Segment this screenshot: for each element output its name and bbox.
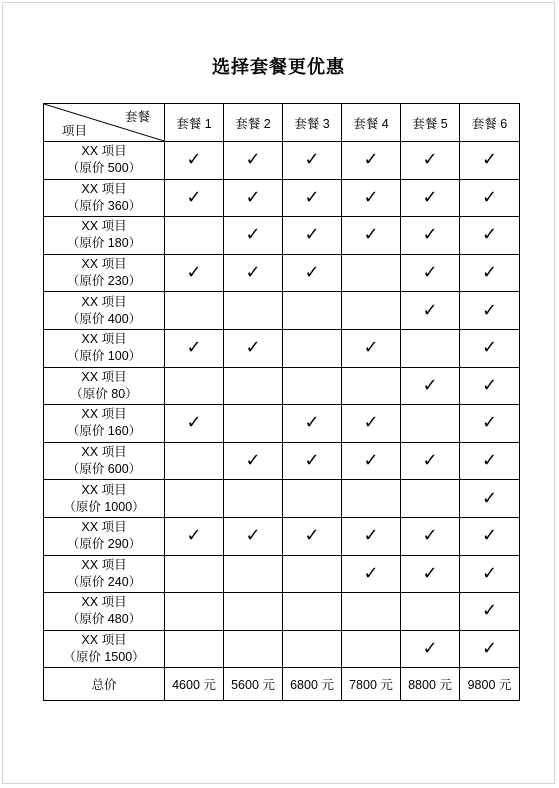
package-4-cell xyxy=(342,442,401,480)
check-icon: ✓ xyxy=(422,262,438,284)
check-icon: ✓ xyxy=(422,450,438,472)
check-icon: ✓ xyxy=(422,149,438,171)
package-1-cell xyxy=(165,442,224,480)
item-original-price: （原价 100） xyxy=(66,349,142,364)
total-price-1: 4600 元 xyxy=(165,668,224,701)
package-1-cell xyxy=(165,593,224,631)
check-icon: ✓ xyxy=(363,412,379,434)
package-2-cell xyxy=(224,593,283,631)
package-4-cell xyxy=(342,179,401,217)
check-icon: ✓ xyxy=(481,450,498,472)
check-icon: ✓ xyxy=(245,186,261,208)
table-row xyxy=(44,367,520,405)
check-icon: ✓ xyxy=(245,525,261,547)
item-name: XX 项目 xyxy=(81,219,127,234)
package-3-cell xyxy=(283,142,342,180)
package-header-4: 套餐 4 xyxy=(342,104,401,142)
package-2-cell xyxy=(224,405,283,443)
corner-header-cell xyxy=(44,104,165,142)
package-table xyxy=(43,103,520,701)
check-icon: ✓ xyxy=(363,149,379,171)
package-5-cell xyxy=(401,179,460,217)
item-name: XX 项目 xyxy=(81,369,127,384)
package-2-cell xyxy=(224,254,283,292)
package-2-cell xyxy=(224,142,283,180)
check-icon: ✓ xyxy=(422,374,438,396)
item-name: XX 项目 xyxy=(81,445,127,460)
package-header-1: 套餐 1 xyxy=(165,104,224,142)
package-1-cell xyxy=(165,480,224,518)
package-6-cell xyxy=(460,179,520,217)
package-1-cell xyxy=(165,329,224,367)
table-row xyxy=(44,254,520,292)
package-3-cell xyxy=(283,593,342,631)
package-3-cell xyxy=(283,630,342,668)
check-icon: ✓ xyxy=(481,374,498,396)
item-original-price: （原价 240） xyxy=(66,574,142,589)
package-1-cell xyxy=(165,630,224,668)
total-row xyxy=(44,668,520,701)
package-3-cell xyxy=(283,555,342,593)
item-name: XX 项目 xyxy=(81,144,127,159)
package-1-cell xyxy=(165,555,224,593)
package-1-cell xyxy=(165,217,224,255)
package-3-cell xyxy=(283,292,342,330)
package-3-cell xyxy=(283,517,342,555)
package-1-cell xyxy=(165,517,224,555)
package-4-cell xyxy=(342,555,401,593)
table-row xyxy=(44,593,520,631)
package-header-3: 套餐 3 xyxy=(283,104,342,142)
item-cell xyxy=(44,217,165,255)
package-4-cell xyxy=(342,367,401,405)
item-original-price: （原价 160） xyxy=(66,424,142,439)
package-2-cell xyxy=(224,480,283,518)
check-icon: ✓ xyxy=(304,262,320,284)
package-6-cell xyxy=(460,480,520,518)
item-cell xyxy=(44,292,165,330)
corner-label-package: 套餐 xyxy=(124,110,150,124)
check-icon: ✓ xyxy=(481,149,498,171)
package-4-cell xyxy=(342,630,401,668)
check-icon: ✓ xyxy=(245,224,261,246)
item-original-price: （原价 80） xyxy=(70,386,138,401)
item-original-price: （原价 600） xyxy=(66,462,142,477)
check-icon: ✓ xyxy=(245,337,261,359)
package-6-cell xyxy=(460,367,520,405)
check-icon: ✓ xyxy=(186,186,202,208)
package-4-cell xyxy=(342,517,401,555)
page-title: 选择套餐更优惠 xyxy=(212,57,345,78)
check-icon: ✓ xyxy=(186,412,202,434)
item-name: XX 项目 xyxy=(81,407,127,422)
check-icon: ✓ xyxy=(481,262,498,284)
item-cell xyxy=(44,630,165,668)
package-5-cell xyxy=(401,329,460,367)
corner-label-item: 项目 xyxy=(62,124,88,138)
item-name: XX 项目 xyxy=(81,633,127,648)
check-icon: ✓ xyxy=(422,525,438,547)
item-cell xyxy=(44,254,165,292)
check-icon: ✓ xyxy=(363,337,379,359)
package-3-cell xyxy=(283,217,342,255)
package-header-2: 套餐 2 xyxy=(224,104,283,142)
total-price-4: 7800 元 xyxy=(342,668,401,701)
table-row xyxy=(44,480,520,518)
package-6-cell xyxy=(460,517,520,555)
item-cell xyxy=(44,142,165,180)
table-row xyxy=(44,630,520,668)
item-name: XX 项目 xyxy=(81,557,127,572)
item-original-price: （原价 1000） xyxy=(63,499,145,514)
package-6-cell xyxy=(460,292,520,330)
package-1-cell xyxy=(165,254,224,292)
package-5-cell xyxy=(401,142,460,180)
item-name: XX 项目 xyxy=(81,520,127,535)
package-5-cell xyxy=(401,480,460,518)
package-3-cell xyxy=(283,254,342,292)
item-cell xyxy=(44,593,165,631)
check-icon: ✓ xyxy=(186,525,202,547)
item-name: XX 项目 xyxy=(81,294,127,309)
package-2-cell xyxy=(224,367,283,405)
package-2-cell xyxy=(224,217,283,255)
table-row xyxy=(44,405,520,443)
package-4-cell xyxy=(342,480,401,518)
total-price-3: 6800 元 xyxy=(283,668,342,701)
check-icon: ✓ xyxy=(304,450,320,472)
package-3-cell xyxy=(283,179,342,217)
package-4-cell xyxy=(342,142,401,180)
check-icon: ✓ xyxy=(304,224,320,246)
check-icon: ✓ xyxy=(422,224,438,246)
item-name: XX 项目 xyxy=(81,181,127,196)
check-icon: ✓ xyxy=(481,412,498,434)
check-icon: ✓ xyxy=(422,186,438,208)
item-name: XX 项目 xyxy=(81,595,127,610)
total-price-5: 8800 元 xyxy=(401,668,460,701)
check-icon: ✓ xyxy=(304,186,320,208)
package-3-cell xyxy=(283,367,342,405)
package-5-cell xyxy=(401,630,460,668)
item-name: XX 项目 xyxy=(81,332,127,347)
package-4-cell xyxy=(342,405,401,443)
package-5-cell xyxy=(401,555,460,593)
check-icon: ✓ xyxy=(481,337,498,359)
package-1-cell xyxy=(165,179,224,217)
package-5-cell xyxy=(401,593,460,631)
package-5-cell xyxy=(401,517,460,555)
check-icon: ✓ xyxy=(304,525,320,547)
check-icon: ✓ xyxy=(245,262,261,284)
package-4-cell xyxy=(342,292,401,330)
package-3-cell xyxy=(283,329,342,367)
package-3-cell xyxy=(283,405,342,443)
item-original-price: （原价 400） xyxy=(66,311,142,326)
package-6-cell xyxy=(460,593,520,631)
package-2-cell xyxy=(224,292,283,330)
item-original-price: （原价 230） xyxy=(66,274,142,289)
table-row xyxy=(44,217,520,255)
check-icon: ✓ xyxy=(363,525,379,547)
item-original-price: （原价 360） xyxy=(66,198,142,213)
table-row xyxy=(44,517,520,555)
package-2-cell xyxy=(224,442,283,480)
package-6-cell xyxy=(460,555,520,593)
check-icon: ✓ xyxy=(363,224,379,246)
check-icon: ✓ xyxy=(363,450,379,472)
package-5-cell xyxy=(401,292,460,330)
package-2-cell xyxy=(224,329,283,367)
check-icon: ✓ xyxy=(481,638,498,660)
check-icon: ✓ xyxy=(304,412,320,434)
item-cell xyxy=(44,442,165,480)
check-icon: ✓ xyxy=(481,487,498,509)
package-4-cell xyxy=(342,217,401,255)
item-original-price: （原价 1500） xyxy=(63,650,145,665)
item-name: XX 项目 xyxy=(81,257,127,272)
total-label: 总价 xyxy=(44,668,165,701)
package-2-cell xyxy=(224,630,283,668)
check-icon: ✓ xyxy=(481,600,498,622)
table-row xyxy=(44,179,520,217)
package-1-cell xyxy=(165,292,224,330)
package-6-cell xyxy=(460,142,520,180)
package-2-cell xyxy=(224,555,283,593)
package-2-cell xyxy=(224,179,283,217)
package-header-5: 套餐 5 xyxy=(401,104,460,142)
check-icon: ✓ xyxy=(363,562,379,584)
check-icon: ✓ xyxy=(245,450,261,472)
check-icon: ✓ xyxy=(186,149,202,171)
check-icon: ✓ xyxy=(186,262,202,284)
item-cell xyxy=(44,179,165,217)
item-cell xyxy=(44,329,165,367)
package-6-cell xyxy=(460,405,520,443)
package-6-cell xyxy=(460,630,520,668)
package-4-cell xyxy=(342,329,401,367)
check-icon: ✓ xyxy=(363,186,379,208)
package-6-cell xyxy=(460,254,520,292)
check-icon: ✓ xyxy=(422,638,438,660)
check-icon: ✓ xyxy=(186,337,202,359)
check-icon: ✓ xyxy=(481,224,498,246)
item-original-price: （原价 180） xyxy=(66,236,142,251)
total-price-6: 9800 元 xyxy=(460,668,520,701)
package-3-cell xyxy=(283,442,342,480)
check-icon: ✓ xyxy=(422,562,438,584)
item-cell xyxy=(44,405,165,443)
package-header-6: 套餐 6 xyxy=(460,104,520,142)
check-icon: ✓ xyxy=(422,299,438,321)
package-5-cell xyxy=(401,442,460,480)
package-6-cell xyxy=(460,217,520,255)
item-original-price: （原价 290） xyxy=(66,537,142,552)
package-1-cell xyxy=(165,405,224,443)
table-row xyxy=(44,442,520,480)
package-6-cell xyxy=(460,329,520,367)
item-cell xyxy=(44,480,165,518)
package-6-cell xyxy=(460,442,520,480)
item-cell xyxy=(44,517,165,555)
item-original-price: （原价 500） xyxy=(66,161,142,176)
check-icon: ✓ xyxy=(481,186,498,208)
package-1-cell xyxy=(165,142,224,180)
table-row xyxy=(44,555,520,593)
package-2-cell xyxy=(224,517,283,555)
table-row xyxy=(44,329,520,367)
check-icon: ✓ xyxy=(481,525,498,547)
check-icon: ✓ xyxy=(245,149,261,171)
total-price-2: 5600 元 xyxy=(224,668,283,701)
package-1-cell xyxy=(165,367,224,405)
table-row xyxy=(44,292,520,330)
package-5-cell xyxy=(401,367,460,405)
package-4-cell xyxy=(342,254,401,292)
package-3-cell xyxy=(283,480,342,518)
header-row xyxy=(44,104,520,142)
item-cell xyxy=(44,367,165,405)
item-name: XX 项目 xyxy=(81,482,127,497)
item-cell xyxy=(44,555,165,593)
check-icon: ✓ xyxy=(304,149,320,171)
document-page xyxy=(2,2,555,784)
package-5-cell xyxy=(401,254,460,292)
check-icon: ✓ xyxy=(481,299,498,321)
item-original-price: （原价 480） xyxy=(66,612,142,627)
package-4-cell xyxy=(342,593,401,631)
package-5-cell xyxy=(401,405,460,443)
check-icon: ✓ xyxy=(481,562,498,584)
table-row xyxy=(44,142,520,180)
package-5-cell xyxy=(401,217,460,255)
